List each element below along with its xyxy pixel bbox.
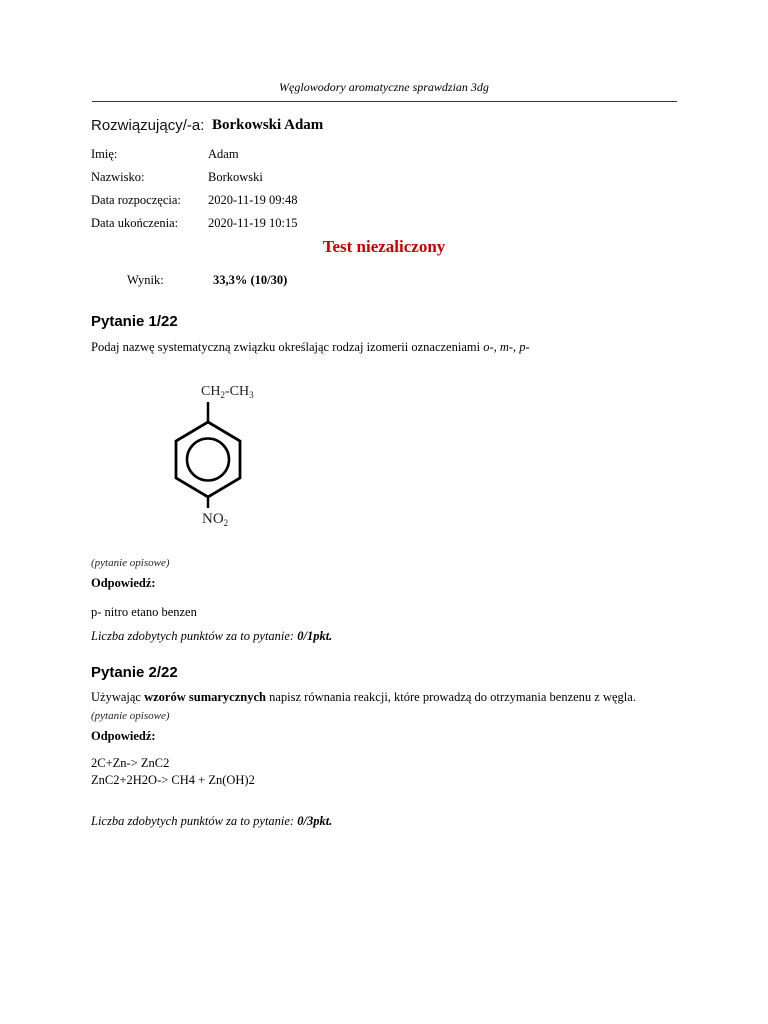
end-date-value: 2020-11-19 10:15 [208, 216, 298, 230]
question-2-title: Pytanie 2/22 [91, 664, 178, 681]
question-2-answer-line-1: 2C+Zn-> ZnC2 [91, 756, 170, 770]
score-label: Wynik: [127, 273, 164, 287]
ethylnitrobenzene-structure [160, 378, 280, 528]
question-2-answer-line-2: ZnC2+2H2O-> CH4 + Zn(OH)2 [91, 773, 255, 787]
last-name-label: Nazwisko: [91, 170, 145, 184]
question-2-points-value: 0/3pkt. [297, 814, 333, 828]
question-1-text [91, 340, 530, 355]
first-name-value: Adam [208, 147, 239, 161]
nitro-group-label: $NO_2$ [202, 511, 229, 528]
ethyl-group-label: $CH_2-CH_3$ [201, 384, 254, 400]
question-1-type: (pytanie opisowe) [91, 557, 170, 569]
aromatic-circle [187, 439, 229, 481]
start-date-value: 2020-11-19 09:48 [208, 193, 298, 207]
question-1-points-value: 0/1pkt. [297, 629, 333, 643]
question-1-text-isomer-prefixes: o-, m-, p- [483, 340, 530, 354]
header-divider [92, 101, 677, 102]
test-status: Test niezaliczony [322, 237, 446, 256]
question-2-text-start: Używając [91, 690, 145, 704]
start-date-label: Data rozpoczęcia: [91, 193, 181, 207]
last-name-value: Borkowski [208, 170, 263, 184]
question-2-text-emphasis: wzorów sumarycznych [144, 690, 266, 704]
question-1-points [91, 629, 332, 644]
benzene-ring [176, 422, 240, 497]
question-2-points [91, 814, 332, 829]
document-header-title: Węglowodory aromatyczne sprawdzian 3dg [279, 80, 489, 94]
question-1-answer-label: Odpowiedź: [91, 576, 156, 590]
question-2-points-label: Liczba zdobytych punktów za to pytanie: [91, 814, 298, 828]
question-1-title: Pytanie 1/22 [91, 313, 178, 330]
question-1-answer-line: p- nitro etano benzen [91, 605, 197, 619]
question-1-points-label: Liczba zdobytych punktów za to pytanie: [91, 629, 298, 643]
end-date-label: Data ukończenia: [91, 216, 179, 230]
score-value: 33,3% (10/30) [213, 273, 288, 287]
question-1-text-main: Podaj nazwę systematyczną związku określając rodzaj izomerii oznaczeniami [91, 340, 484, 354]
solver-label: Rozwiązujący/-a: [91, 117, 205, 134]
question-2-text [91, 690, 636, 705]
question-2-type: (pytanie opisowe) [91, 710, 170, 722]
solver-name: Borkowski Adam [212, 117, 324, 133]
question-2-answer-label: Odpowiedź: [91, 729, 156, 743]
question-2-text-end: napisz równania reakcji, które prowadzą do otrzymania benzenu z węgla. [265, 690, 636, 704]
first-name-label: Imię: [91, 147, 118, 161]
